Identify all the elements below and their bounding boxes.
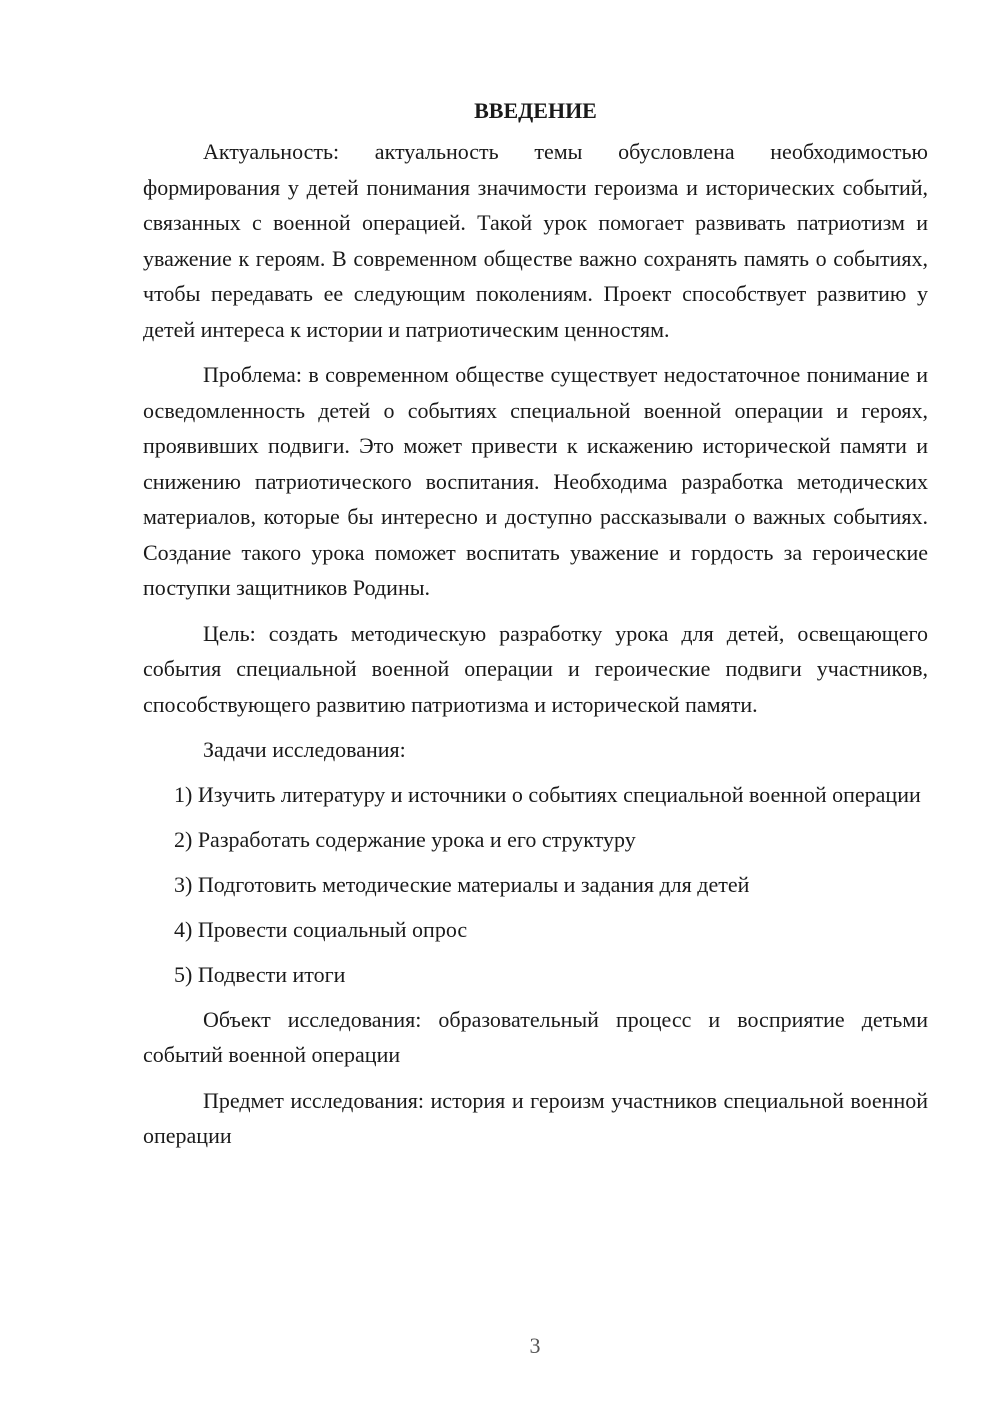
task-item: 5) Подвести итоги — [174, 961, 346, 987]
object-paragraph: Объект исследования: образовательный процесс и восприятие детьми событий военной операции — [143, 1006, 928, 1067]
task-item: 2) Разработать содержание урока и его структуру — [174, 826, 636, 852]
relevance-paragraph: Актуальность: актуальность темы обусловлена необходимостью формирования у детей понимания значимости героизма и исторических событий, связанных с военной операцией. Такой урок помогает развивать патриотизм и уважение к героям. В современном обществе важно сохранять память о событиях, чтобы передавать ее следующим поколениям. Проект способствует развитию у детей интереса к истории и патриотическим ценностям. — [143, 139, 928, 342]
subject-paragraph: Предмет исследования: история и героизм участников специальной военной операции — [143, 1087, 928, 1148]
problem-paragraph: Проблема: в современном обществе существует недостаточное понимание и осведомленность детей о событиях специальной военной операции и героях, проявивших подвиги. Это может привести к искажению исторической памяти и снижению патриотического воспитания. Необходима разработка методических материалов, которые бы интересно и доступно рассказывали о важных событиях. Создание такого урока поможет воспитать уважение и гордость за героические поступки защитников Родины. — [143, 362, 928, 600]
task-item: 3) Подготовить методические материалы и задания для детей — [174, 871, 750, 897]
task-item: 1) Изучить литературу и источники о событиях специальной военной операции — [174, 781, 921, 807]
section-title: ВВЕДЕНИЕ — [474, 98, 597, 123]
goal-paragraph: Цель: создать методическую разработку урока для детей, освещающего события специальной военной операции и героические подвиги участников, способствующего развитию патриотизма и исторической памяти. — [143, 620, 928, 717]
page-content — [143, 94, 928, 1164]
page-number: 3 — [529, 1333, 541, 1358]
task-item: 4) Провести социальный опрос — [174, 916, 468, 942]
tasks-heading: Задачи исследования: — [203, 737, 406, 762]
